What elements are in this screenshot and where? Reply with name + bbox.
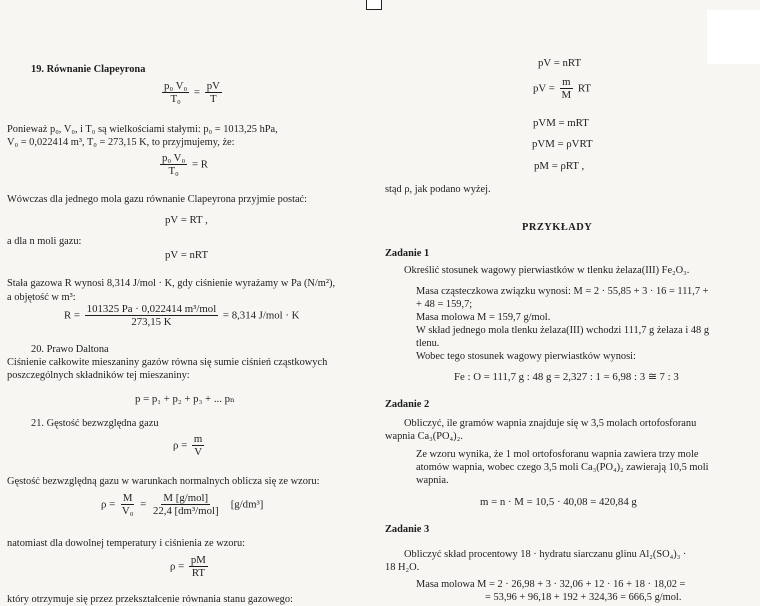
section-20-heading: 20. Prawo Daltona [31, 344, 109, 355]
section-19-heading: 19. Równanie Clapeyrona [31, 64, 146, 75]
right-column [385, 0, 760, 605]
equation-r-value [64, 303, 299, 329]
eq5-numerator: 101325 Pa · 0,022414 m³/mol [86, 303, 217, 315]
eq9-numerator: pM [190, 554, 206, 566]
eq8-equals: = [140, 498, 147, 511]
eq-r2-lhs: pV = [533, 82, 555, 95]
task-2-statement-line1: Obliczyć, ile gramów wapnia znajduje się w 3,5 molach ortofosforanu [404, 418, 697, 429]
eq5-lhs: R = [64, 309, 80, 322]
paragraph-constants-line1: Ponieważ p₀, V₀, i T₀ są wielkościami stałymi: p₀ = 1013,25 hPa, [7, 124, 278, 135]
task-3-heading: Zadanie 3 [385, 524, 430, 535]
eq9-lhs: ρ = [170, 560, 185, 573]
eq7-lhs: ρ = [173, 439, 188, 452]
task-3-statement-line2: 18 H₂O. [385, 562, 420, 573]
equation-right-pvm-rhovrt: pVM = ρVRT [532, 138, 593, 150]
paragraph-normal-density: Gęstość bezwzględną gazu w warunkach normalnych oblicza się ze wzoru: [7, 476, 320, 487]
eq-r2-numerator: m [562, 76, 571, 88]
equation-density-m-v [173, 433, 206, 459]
task-3-statement-line1: Obliczyć skład procentowy 18 · hydratu siarczanu glinu Al₂(SO₄)₃ · [404, 549, 687, 560]
task-1-heading: Zadanie 1 [385, 248, 430, 259]
eq8-denominator-1: V₀ [121, 505, 134, 518]
equation-right-pvm-mrt: pVM = mRT [533, 117, 589, 129]
paragraph-stad-rho: stąd ρ, jak podano wyżej. [385, 184, 491, 195]
examples-heading: PRZYKŁADY [522, 222, 593, 233]
task-2-statement-line2: wapnia Ca₃(PO₄)₂. [385, 431, 463, 442]
paragraph-gas-constant-line2: a objętość w m³: [7, 292, 76, 303]
eq2-denominator: T₀ [168, 165, 179, 178]
task-2-mass-equation: m = n · M = 10,5 · 40,08 = 420,84 g [480, 496, 637, 508]
equation-pv-nrt: pV = nRT [165, 249, 209, 261]
eq1-left-denominator: T₀ [170, 93, 181, 106]
equation-right-pv-m-over-m [533, 76, 591, 102]
eq-r2-rhs: RT [577, 82, 591, 95]
equation-right-pm-rhort: pM = ρRT , [534, 160, 585, 172]
eq7-numerator: m [193, 433, 203, 445]
task-1-ratio-intro: Wobec tego stosunek wagowy pierwiastków wynosi: [416, 351, 636, 362]
paragraph-any-temperature: natomiast dla dowolnej temperatury i ciśnienia ze wzoru: [7, 538, 246, 549]
eq1-right-denominator: T [210, 93, 217, 106]
eq8-numerator-1: M [122, 492, 133, 504]
eq8-lhs: ρ = [101, 498, 116, 511]
eq9-denominator: RT [191, 567, 205, 580]
paragraph-one-mole: Wówczas dla jednego mola gazu równanie Clapeyrona przyjmie postać: [7, 194, 308, 205]
section-21-heading: 21. Gęstość bezwzględna gazu [31, 418, 159, 429]
equation-right-pv-nrt: pV = nRT [538, 57, 582, 69]
eq2-rhs: = R [191, 158, 208, 171]
paragraph-dalton-line2: poszczególnych składników tej mieszaniny: [7, 370, 190, 381]
paragraph-gas-constant-line1: Stała gazowa R wynosi 8,314 J/mol · K, gdy ciśnienie wyrażamy w Pa (N/m²), [7, 278, 336, 289]
equation-density-normal [101, 492, 263, 518]
paragraph-derivation: który otrzymuje się przez przekształcenie równania stanu gazowego: [7, 594, 293, 605]
task-2-explanation-line3: wapnia. [416, 475, 449, 486]
paragraph-constants-line2: V₀ = 0,022414 m³, T₀ = 273,15 K, to przyjmujemy, że: [7, 137, 235, 148]
equation-dalton: p = p₁ + p₂ + p₃ + ... pₙ [135, 393, 235, 405]
eq8-numerator-2: M [g/mol] [163, 492, 209, 504]
task-3-molar-mass-line1: Masa molowa M = 2 · 26,98 + 3 · 32,06 + 12 · 16 + 18 · 18,02 = [416, 579, 686, 590]
eq1-left-numerator: p₀ V₀ [164, 80, 188, 92]
task-1-molecular-mass-line1: Masa cząsteczkowa związku wynosi: M = 2 · 55,85 + 3 · 16 = 111,7 + [416, 286, 709, 297]
task-1-molar-mass: Masa molowa M = 159,7 g/mol. [416, 312, 551, 323]
eq2-numerator: p₀ V₀ [162, 152, 186, 164]
eq5-denominator: 273,15 K [131, 316, 172, 329]
equation-gas-constant-ratio [158, 152, 208, 178]
eq8-denominator-2: 22,4 [dm³/mol] [152, 505, 219, 518]
task-2-heading: Zadanie 2 [385, 399, 430, 410]
task-2-explanation-line1: Ze wzoru wynika, że 1 mol ortofosforanu wapnia zawiera trzy mole [416, 449, 699, 460]
equation-clapeyron-ratio: $\frac{\text{p₀ V₀}}{\text{T₀}}$ = $\frac{pV}{T}$ [164, 80, 220, 106]
eq5-rhs: = 8,314 J/mol · K [222, 309, 300, 322]
equation-pv-rt: pV = RT , [165, 214, 208, 226]
eq8-unit: [g/dm³] [230, 498, 264, 511]
task-2-explanation-line2: atomów wapnia, wobec czego 3,5 moli Ca₃(PO₄)₂ zawierają 10,5 moli [416, 462, 709, 473]
task-1-statement: Określić stosunek wagowy pierwiastków w tlenku żelaza(III) Fe₂O₃. [404, 265, 690, 276]
task-1-ratio-equation: Fe : O = 111,7 g : 48 g = 2,327 : 1 = 6,98 : 3 ≅ 7 : 3 [454, 371, 679, 383]
task-3-molar-mass-line2: = 53,96 + 96,18 + 192 + 324,36 = 666,5 g/mol. [485, 592, 682, 603]
eq7-denominator: V [194, 446, 202, 459]
task-1-molecular-mass-line2: + 48 = 159,7; [416, 299, 473, 310]
paragraph-dalton-line1: Ciśnienie całkowite mieszaniny gazów równa się sumie ciśnień cząstkowych [7, 357, 328, 368]
eq-r2-denominator: M [561, 89, 572, 102]
task-1-composition-line2: tlenu. [416, 338, 440, 349]
equation-density-pm-rt [170, 554, 210, 580]
eq1-right-numerator: pV [206, 80, 220, 92]
paragraph-n-moles: a dla n moli gazu: [7, 236, 82, 247]
task-1-composition-line1: W skład jednego mola tlenku żelaza(III) wchodzi 111,7 g żelaza i 48 g [416, 325, 710, 336]
